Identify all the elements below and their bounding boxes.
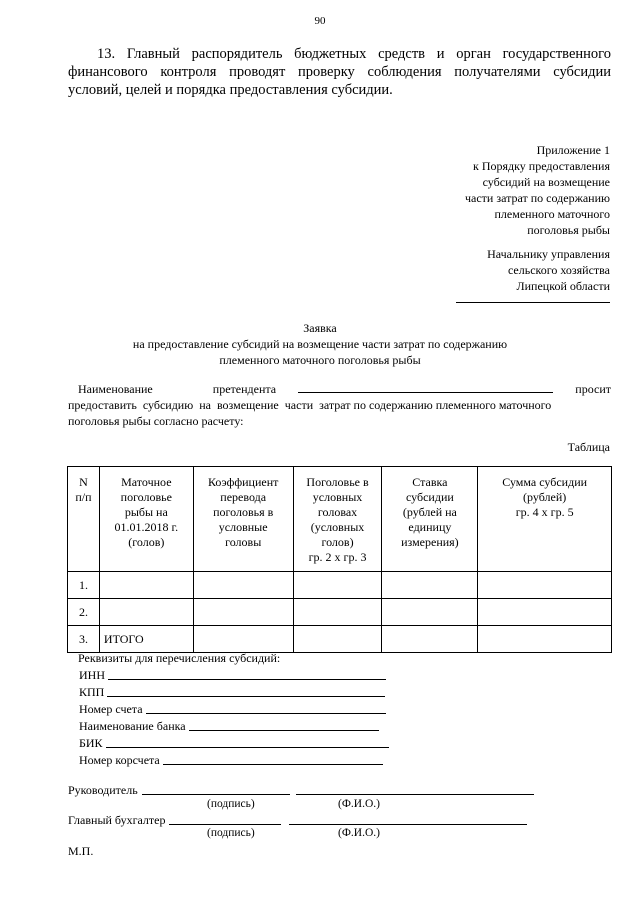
- intro-paragraph: [68, 380, 611, 429]
- accountant-signature-field[interactable]: [169, 812, 281, 825]
- head-name-caption: (Ф.И.О.): [338, 798, 380, 810]
- intro-label-applicant: претендента: [212, 382, 277, 396]
- addressee-line: Липецкой области: [516, 279, 610, 293]
- application-title: [0, 320, 640, 368]
- appendix-line: части затрат по содержанию: [464, 191, 610, 205]
- head-signature-row: [68, 782, 534, 798]
- table-row: [68, 572, 612, 599]
- row-cell[interactable]: [478, 626, 612, 653]
- row-cell[interactable]: [478, 599, 612, 626]
- row-cell[interactable]: [478, 572, 612, 599]
- header-number: N п/п: [68, 467, 100, 572]
- head-label: Руководитель: [68, 783, 138, 797]
- intro-line-3: поголовья рыбы согласно расчету:: [68, 414, 244, 428]
- applicant-name-field[interactable]: [298, 380, 553, 393]
- page-number: 90: [314, 15, 326, 27]
- header-broodstock: Маточное поголовье рыбы на 01.01.2018 г. (голов): [99, 467, 193, 572]
- appendix-line: Приложение 1: [536, 143, 610, 157]
- intro-line-2: предоставить субсидию на возмещение части затрат по содержанию племенного маточного: [68, 398, 552, 412]
- accountant-name-field[interactable]: [289, 812, 527, 825]
- row-cell[interactable]: [293, 626, 382, 653]
- correspondent-account-field[interactable]: [163, 752, 383, 765]
- requisite-label: ИНН: [79, 668, 105, 682]
- total-label: ИТОГО: [99, 626, 193, 653]
- appendix-line: субсидий на возмещение: [482, 175, 610, 189]
- row-cell[interactable]: [382, 599, 478, 626]
- table-caption: Таблица: [567, 440, 610, 454]
- appendix-line: к Порядку предоставления: [472, 159, 610, 173]
- row-cell[interactable]: [293, 599, 382, 626]
- row-cell[interactable]: [99, 599, 193, 626]
- table-row: [68, 599, 612, 626]
- requisite-label: Номер корсчета: [79, 753, 160, 767]
- accountant-name-caption: (Ф.И.О.): [338, 827, 380, 839]
- accountant-signature-row: [68, 812, 527, 828]
- row-cell[interactable]: [382, 626, 478, 653]
- bank-name-field[interactable]: [189, 718, 379, 731]
- row-cell[interactable]: [193, 599, 293, 626]
- row-number: 3.: [68, 626, 100, 653]
- row-number: 2.: [68, 599, 100, 626]
- requisite-label: Номер счета: [79, 702, 143, 716]
- kpp-field[interactable]: [107, 684, 385, 697]
- title-line-2: племенного маточного поголовья рыбы: [219, 353, 421, 367]
- header-conditional-heads: Поголовье в условных головах (условных голов) гр. 2 х гр. 3: [293, 467, 382, 572]
- addressee-line: Начальнику управления: [487, 247, 610, 261]
- row-cell[interactable]: [193, 572, 293, 599]
- row-cell[interactable]: [99, 572, 193, 599]
- table-header-row: [68, 467, 612, 572]
- addressee-block: [487, 246, 610, 294]
- seal-place: М.П.: [68, 844, 94, 858]
- accountant-signature-caption: (подпись): [207, 827, 255, 839]
- requisite-label: Наименование банка: [79, 719, 186, 733]
- intro-label-name: Наименование: [78, 382, 153, 396]
- paragraph-13: 13. Главный распорядитель бюджетных средств и орган государственного финансового контроля проводят проверку соблюдения получателями субсидии условий, целей и порядка предоставления субсидии.: [68, 46, 611, 98]
- header-coefficient: Коэффициент перевода поголовья в условные головы: [193, 467, 293, 572]
- account-number-field[interactable]: [146, 701, 386, 714]
- requisite-label: БИК: [79, 736, 103, 750]
- requisite-label: КПП: [79, 685, 105, 699]
- subsidy-table: [67, 466, 612, 653]
- appendix-line: поголовья рыбы: [527, 223, 610, 237]
- head-name-field[interactable]: [296, 782, 534, 795]
- bik-field[interactable]: [106, 735, 389, 748]
- table-row-total: [68, 626, 612, 653]
- appendix-line: племенного маточного: [494, 207, 610, 221]
- accountant-label: Главный бухгалтер: [68, 813, 166, 827]
- row-number: 1.: [68, 572, 100, 599]
- requisites-block: [68, 650, 389, 769]
- row-cell[interactable]: [293, 572, 382, 599]
- addressee-line: сельского хозяйства: [507, 263, 610, 277]
- title-heading: Заявка: [303, 321, 337, 335]
- row-cell[interactable]: [382, 572, 478, 599]
- addressee-signature-line: [456, 302, 610, 303]
- header-rate: Ставка субсидии (рублей на единицу измерения): [382, 467, 478, 572]
- requisites-title: Реквизиты для перечисления субсидий:: [78, 651, 281, 665]
- head-signature-caption: (подпись): [207, 798, 255, 810]
- inn-field[interactable]: [108, 667, 386, 680]
- head-signature-field[interactable]: [142, 782, 290, 795]
- row-cell[interactable]: [193, 626, 293, 653]
- appendix-block: [465, 142, 610, 238]
- intro-label-requests: просит: [575, 382, 611, 396]
- title-line-1: на предоставление субсидий на возмещение части затрат по содержанию: [132, 337, 508, 351]
- header-subsidy-sum: Сумма субсидии (рублей) гр. 4 х гр. 5: [478, 467, 612, 572]
